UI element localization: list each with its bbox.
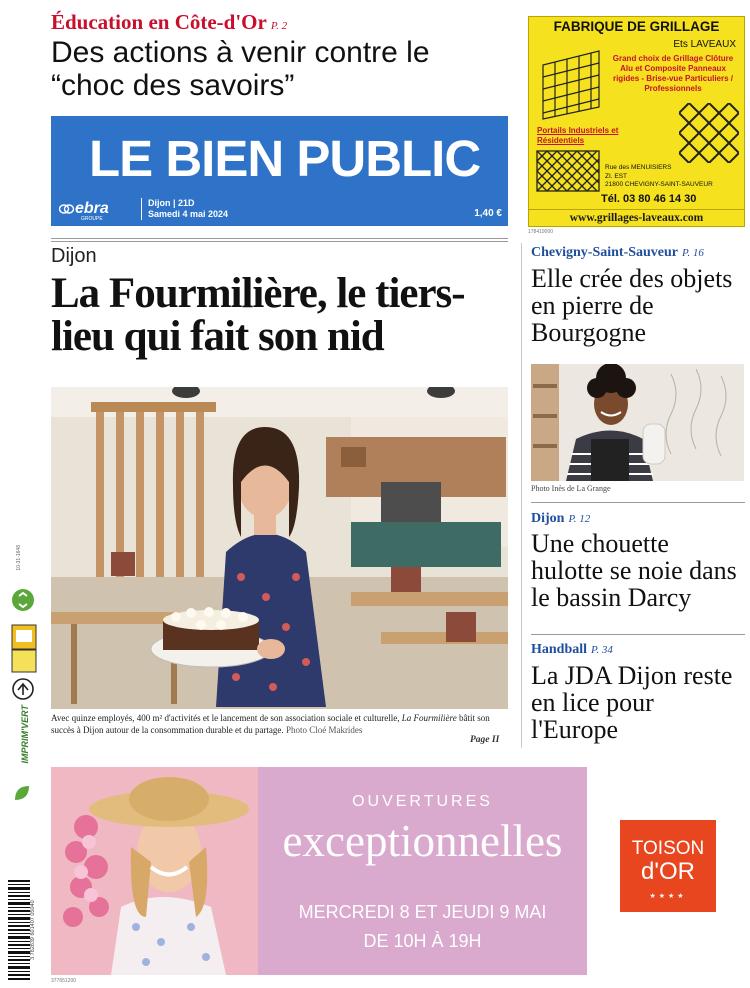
top-teaser-kicker[interactable]: [51, 10, 287, 35]
ad-grillage-url[interactable]: www.grillages-laveaux.com: [529, 209, 744, 226]
divider: [531, 634, 745, 635]
lead-headline[interactable]: La Fourmilière, le tiers-lieu qui fait son nid: [51, 270, 465, 360]
ad-toison-photo: [51, 767, 258, 975]
barcode-digits: 3 782839 601407 05040: [30, 900, 36, 960]
masthead-info-bar: [51, 198, 508, 222]
ad-code: 178419000: [528, 229, 554, 235]
ad-grillage-company: Ets LAVEAUX: [673, 39, 736, 50]
masthead-price: 1,40 €: [474, 208, 502, 219]
masthead-edition-city: Dijon | 21D: [148, 198, 195, 208]
story1-section: Chevigny-Saint-Sauveur: [531, 245, 679, 260]
story3-page-ref: P. 34: [591, 644, 613, 656]
top-teaser-page-ref: P. 2: [270, 20, 288, 32]
ad-grillage-address-city: 21800 CHEVIGNY-SAINT-SAUVEUR: [605, 181, 713, 188]
story1-kicker[interactable]: [531, 245, 704, 261]
triman-icon: [12, 678, 34, 700]
ad-toison-days: MERCREDI 8 ET JEUDI 9 MAI: [298, 902, 547, 922]
ad-grillage-portails: Portails Industriels et Résidentiels: [537, 126, 619, 145]
story3-headline[interactable]: La JDA Dijon reste en lice pour l'Europe: [531, 661, 733, 744]
story3-kicker[interactable]: [531, 642, 613, 658]
toison-logo-stars: ★★★★: [649, 892, 687, 900]
masthead-divider: [141, 198, 142, 220]
story2-section: Dijon: [531, 511, 565, 526]
top-teaser-headline[interactable]: Des actions à venir contre le “choc des savoirs”: [51, 36, 430, 102]
lead-kicker: Dijon: [51, 245, 97, 267]
lead-photo-credit: Photo Cloé Makrides: [285, 724, 363, 735]
lead-page-ref[interactable]: Page II: [470, 735, 500, 745]
margin-code: 10-31-1648: [16, 545, 22, 571]
leaf-icon: [12, 783, 32, 803]
lead-caption-text-end: bâtit son succès à Dijon autour de la consommation durable et du partage.: [51, 713, 490, 735]
ad-toison-hours: DE 10H À 19H: [363, 931, 482, 951]
imprim-vert-label: IMPRIM'VERT: [20, 705, 30, 764]
ad-toison[interactable]: [51, 767, 587, 975]
ad-code: 377651200: [51, 978, 77, 984]
story1-photo-credit: Photo Inès de La Grange: [531, 484, 611, 493]
lead-caption: [51, 713, 506, 736]
ad-toison-headline: OUVERTURES: [352, 793, 493, 810]
ad-toison-dates: [258, 898, 587, 956]
masthead-date: Samedi 4 mai 2024: [148, 209, 229, 219]
top-teaser-section: Éducation en Côte-d'Or: [51, 10, 267, 34]
story1-headline[interactable]: Elle crée des objets en pierre de Bourgogne: [531, 264, 733, 347]
ebra-wordmark: ebra: [75, 200, 109, 217]
lead-caption-text: Avec quinze employés, 400 m² d'activités et le lancement de son association sociale et culturelle,: [51, 713, 402, 723]
divider: [51, 241, 508, 242]
barcode-icon: [8, 880, 30, 980]
story2-headline[interactable]: Une chouette hulotte se noie dans le bassin Darcy: [531, 529, 737, 612]
lead-caption-venue: La Fourmilière: [401, 713, 457, 723]
divider: [531, 502, 745, 503]
artisan-portrait-image: [531, 364, 744, 481]
divider: [51, 238, 508, 239]
cafe-interior-image: [51, 387, 508, 709]
chainlink-fence-icon: [679, 103, 739, 163]
masthead-edition: [148, 198, 228, 220]
story2-kicker[interactable]: [531, 511, 590, 527]
story3-section: Handball: [531, 642, 588, 657]
ad-grillage-title: FABRIQUE DE GRILLAGE: [553, 19, 720, 34]
toison-logo-word2: d'OR: [641, 858, 695, 885]
column-divider: [521, 243, 522, 748]
ad-grillage[interactable]: [528, 16, 745, 227]
toison-logo-word1: TOISON: [631, 838, 705, 859]
lead-photo[interactable]: [51, 387, 508, 709]
ad-toison-subheadline: exceptionnelles: [282, 816, 563, 866]
toison-dor-logo[interactable]: [620, 820, 716, 912]
ad-grillage-address: [605, 164, 713, 190]
masthead-title: LE BIEN PUBLIC: [89, 130, 481, 187]
masthead: [51, 116, 508, 226]
recycle-icon: [11, 588, 35, 612]
ad-grillage-address-street: Rue des MENUISIERS: [605, 164, 672, 171]
story1-photo[interactable]: [531, 364, 744, 481]
ad-grillage-features: Grand choix de Grillage Clôture Alu et Composite Panneaux rigides - Brise-vue Particuliers / Professionnels: [612, 54, 734, 93]
ad-grillage-phone: Tél. 03 80 46 14 30: [601, 193, 697, 205]
story2-page-ref: P. 12: [568, 513, 591, 525]
ad-grillage-address-zone: ZI. EST: [605, 172, 628, 180]
story1-page-ref: P. 16: [682, 247, 704, 259]
gate-icon: [535, 147, 601, 195]
ebra-sub: GROUPE: [81, 216, 103, 222]
woman-with-flowers-image: [51, 767, 258, 975]
ebra-mark-icon: [59, 204, 75, 214]
recycling-badge-icon: [11, 624, 37, 674]
fence-panel-icon: [537, 45, 607, 123]
